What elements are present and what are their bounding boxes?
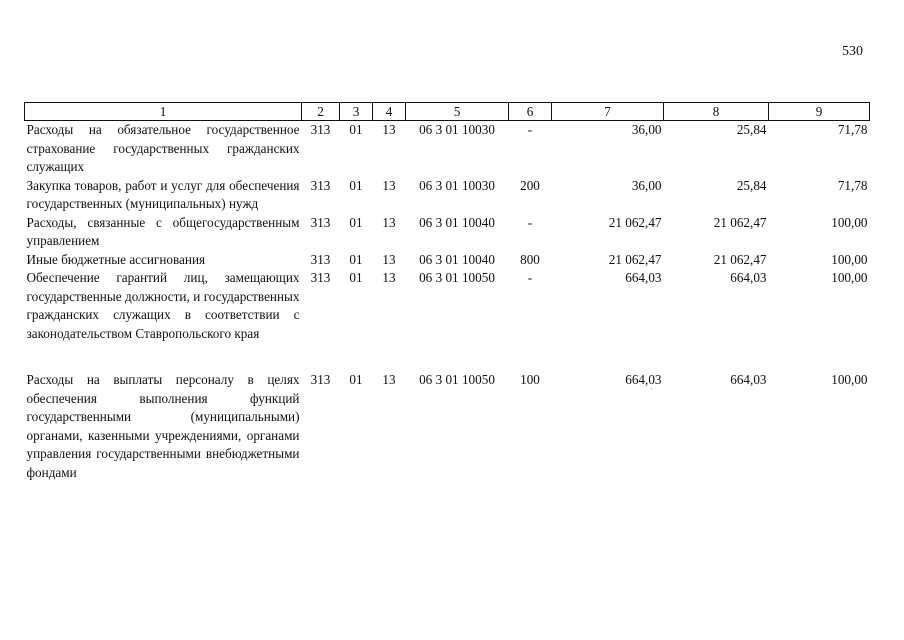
table-row bbox=[25, 121, 870, 177]
row-description: Иные бюджетные ассигнования bbox=[26, 251, 206, 267]
row-description: Расходы на обязательное государственное страхование государственных гражданских служащих bbox=[26, 122, 300, 174]
table-row bbox=[25, 371, 870, 482]
row-section: 01 bbox=[349, 372, 363, 387]
row-spacer bbox=[25, 343, 870, 371]
row-value-8: 25,84 bbox=[736, 122, 767, 137]
row-target-article: 06 3 01 10030 bbox=[419, 122, 495, 137]
row-percent: 100,00 bbox=[831, 372, 868, 387]
row-value-8: 21 062,47 bbox=[713, 214, 767, 230]
row-code: 313 bbox=[310, 372, 331, 387]
row-code: 313 bbox=[310, 251, 331, 267]
row-section: 01 bbox=[349, 122, 363, 137]
row-value-7: 664,03 bbox=[625, 270, 662, 285]
row-description: Закупка товаров, работ и услуг для обеспечения государственных (муниципальных) нужд bbox=[26, 177, 300, 211]
header-col-6: 6 bbox=[509, 103, 552, 121]
header-col-9: 9 bbox=[769, 103, 870, 121]
row-target-article: 06 3 01 10050 bbox=[419, 270, 495, 285]
row-target-article: 06 3 01 10030 bbox=[419, 177, 495, 193]
row-description: Обеспечение гарантий лиц, замещающих государственные должности, и государственных гражданских служащих в соответствии с законодательством Ставропольского края bbox=[26, 270, 300, 341]
row-subsection: 13 bbox=[382, 177, 396, 193]
table-row bbox=[25, 251, 870, 270]
row-spacer-cell bbox=[25, 343, 870, 371]
header-col-3: 3 bbox=[340, 103, 373, 121]
header-col-7: 7 bbox=[552, 103, 664, 121]
row-target-article: 06 3 01 10050 bbox=[419, 372, 495, 387]
table-header-row bbox=[25, 103, 870, 121]
header-col-8: 8 bbox=[664, 103, 769, 121]
row-value-7: 664,03 bbox=[625, 372, 662, 387]
header-col-4: 4 bbox=[373, 103, 406, 121]
row-code: 313 bbox=[310, 177, 331, 193]
header-col-2: 2 bbox=[302, 103, 340, 121]
row-code: 313 bbox=[310, 214, 331, 230]
row-value-7: 21 062,47 bbox=[608, 214, 662, 230]
row-value-8: 25,84 bbox=[736, 177, 767, 193]
row-section: 01 bbox=[349, 177, 363, 193]
row-code: 313 bbox=[310, 270, 331, 285]
row-value-7: 36,00 bbox=[631, 122, 662, 137]
row-subsection: 13 bbox=[382, 214, 396, 230]
row-expense-type: 200 bbox=[520, 177, 540, 193]
table-row bbox=[25, 214, 870, 251]
row-description: Расходы на выплаты персоналу в целях обеспечения выполнения функций государственными (муниципальными) органами, казенными учреждениями, органами управления государственными внебюджетными фондами bbox=[26, 372, 300, 480]
row-expense-type: - bbox=[527, 214, 533, 230]
row-expense-type: - bbox=[527, 270, 533, 285]
row-value-7: 36,00 bbox=[631, 177, 662, 193]
row-section: 01 bbox=[349, 251, 363, 267]
row-target-article: 06 3 01 10040 bbox=[419, 214, 495, 230]
row-percent: 71,78 bbox=[837, 122, 868, 137]
row-expense-type: 100 bbox=[520, 372, 540, 387]
row-percent: 100,00 bbox=[831, 251, 868, 267]
row-subsection: 13 bbox=[382, 122, 396, 137]
row-value-8: 21 062,47 bbox=[713, 251, 767, 267]
row-expense-type: - bbox=[527, 122, 533, 137]
row-expense-type: 800 bbox=[520, 251, 540, 267]
row-subsection: 13 bbox=[382, 251, 396, 267]
scan-speck bbox=[651, 388, 652, 389]
row-percent: 100,00 bbox=[831, 270, 868, 285]
row-percent: 100,00 bbox=[831, 214, 868, 230]
row-percent: 71,78 bbox=[837, 177, 868, 193]
row-value-8: 664,03 bbox=[730, 372, 767, 387]
row-value-8: 664,03 bbox=[730, 270, 767, 285]
row-subsection: 13 bbox=[382, 372, 396, 387]
row-section: 01 bbox=[349, 214, 363, 230]
header-col-5: 5 bbox=[406, 103, 509, 121]
row-value-7: 21 062,47 bbox=[608, 251, 662, 267]
row-target-article: 06 3 01 10040 bbox=[419, 251, 495, 267]
table-row bbox=[25, 177, 870, 214]
row-subsection: 13 bbox=[382, 270, 396, 285]
table-row bbox=[25, 269, 870, 343]
header-col-1: 1 bbox=[25, 103, 302, 121]
row-code: 313 bbox=[310, 122, 331, 137]
row-description: Расходы, связанные с общегосударственным управлением bbox=[26, 214, 300, 248]
budget-table bbox=[24, 102, 870, 482]
page-number: 530 bbox=[842, 44, 863, 59]
row-section: 01 bbox=[349, 270, 363, 285]
